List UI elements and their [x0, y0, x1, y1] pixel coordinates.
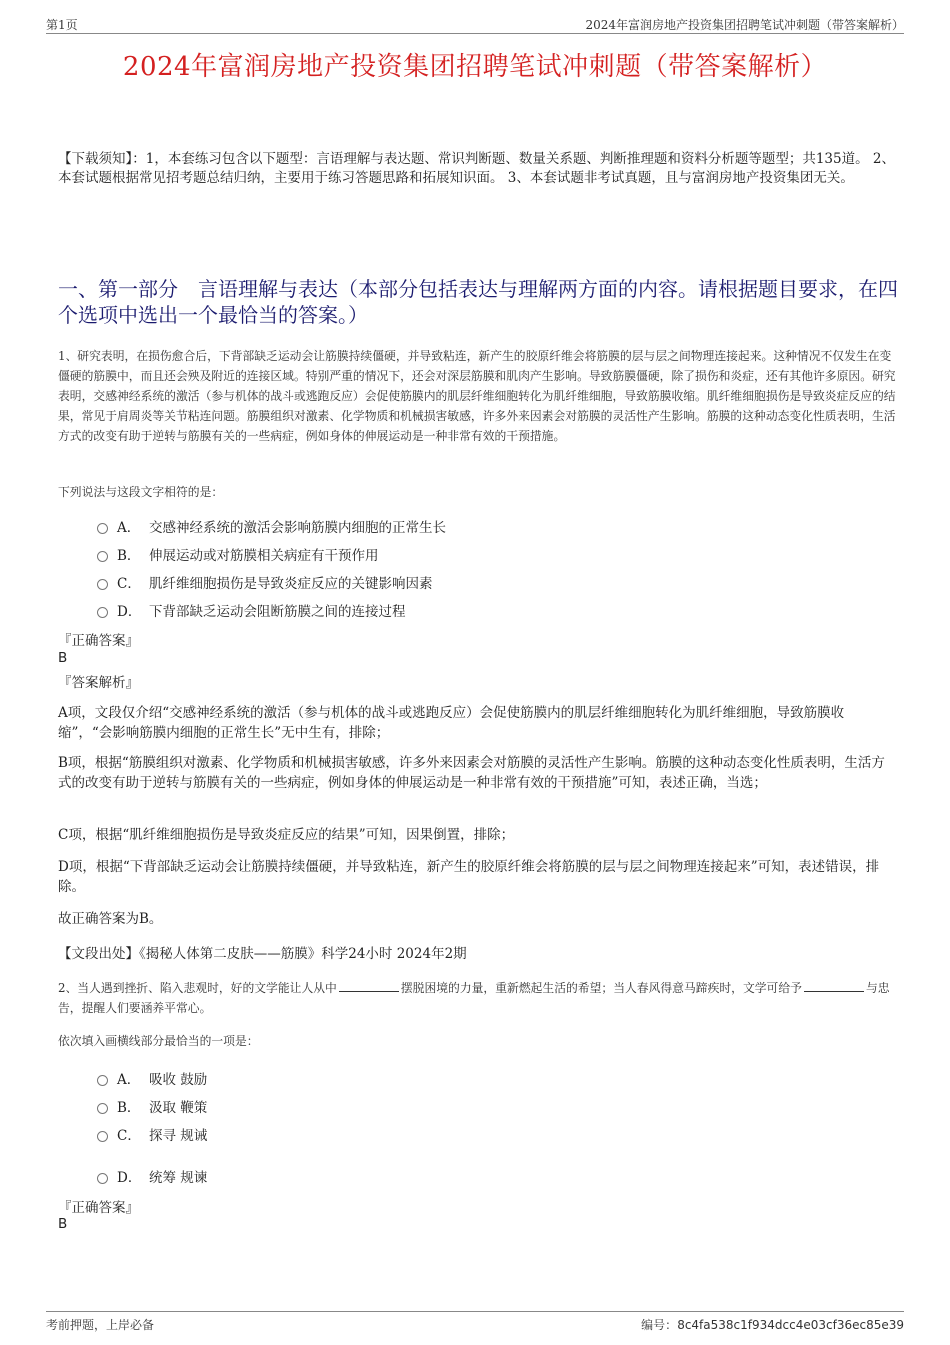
- question-1-prompt: 下列说法与这段文字相符的是：: [58, 485, 224, 499]
- question-1-text: 1、研究表明，在损伤愈合后，下背部缺乏运动会让筋膜持续僵硬，并导致粘连，新产生的胶原纤维会将筋膜的层与层之间物理连接起来。这种情况不仅发生在变僵硬的筋膜中，而且还会殃及附近的连接区域。特别严重的情况下，还会对深层筋膜和肌肉产生影响。导致筋膜僵硬，除了损伤和炎症，还有其他许多原因。研究表明，交感神经系统的激活（参与机体的战斗或逃跑反应）会促使筋膜内的肌层纤维细胞转化为肌纤维细胞，导致筋膜收缩。肌纤维细胞损伤是导致炎症反应的结果，常见于肩周炎等关节粘连问题。筋膜组织对激素、化学物质和机械损害敏感，许多外来因素会对筋膜的灵活性产生影响。筋膜的这种动态变化性质表明，生活方式的改变有助于逆转与筋膜有关的一些病症，例如身体的伸展运动是一种非常有效的干预措施。: [58, 349, 896, 443]
- analysis-option-b: B项，根据“筋膜组织对激素、化学物质和机械损害敏感，许多外来因素会对筋膜的灵活性产生影响。筋膜的这种动态变化性质表明，生活方式的改变有助于逆转与筋膜有关的一些病症，例如身体的伸展运动是一种非常有效的干预措施”可知，表述正确，当选；: [58, 755, 885, 791]
- question-2-option-a[interactable]: A． 吸收 鼓励: [97, 1068, 207, 1088]
- fill-blank: [339, 979, 399, 992]
- question-1-option-b[interactable]: B． 伸展运动或对筋膜相关病症有干预作用: [97, 544, 379, 564]
- footer-slogan: 考前押题，上岸必备: [46, 1318, 155, 1332]
- analysis-option-c: C项，根据“肌纤维细胞损伤是导致炎症反应的结果”可知，因果倒置，排除；: [58, 827, 515, 843]
- analysis-option-d: D项，根据“下背部缺乏运动会让筋膜持续僵硬，并导致粘连，新产生的胶原纤维会将筋膜的层与层之间物理连接起来”可知，表述错误，排除。: [58, 859, 880, 895]
- question-2-prompt: 依次填入画横线部分最恰当的一项是：: [58, 1034, 259, 1048]
- radio-icon[interactable]: [97, 551, 108, 562]
- radio-icon[interactable]: [97, 579, 108, 590]
- radio-icon[interactable]: [97, 1103, 108, 1114]
- header-divider: [46, 33, 904, 34]
- page-title: 2024年富润房地产投资集团招聘笔试冲刺题（带答案解析）: [122, 52, 828, 82]
- question-1-option-c[interactable]: C． 肌纤维细胞损伤是导致炎症反应的关键影响因素: [97, 572, 433, 592]
- radio-icon[interactable]: [97, 607, 108, 618]
- page-number: 第1页: [46, 18, 78, 32]
- question-2-option-d[interactable]: D． 统筹 规谏: [97, 1166, 207, 1186]
- question-1-option-a[interactable]: A． 交感神经系统的激活会影响筋膜内细胞的正常生长: [97, 516, 446, 536]
- correct-answer-label: 『正确答案』: [58, 633, 139, 649]
- radio-icon[interactable]: [97, 1131, 108, 1142]
- footer-divider: [46, 1311, 904, 1312]
- section-heading: 一、第一部分 言语理解与表达（本部分包括表达与理解两方面的内容。请根据题目要求，在四个选项中选出一个最恰当的答案。）: [58, 277, 898, 327]
- running-title: 2024年富润房地产投资集团招聘笔试冲刺题（带答案解析）: [585, 18, 904, 32]
- radio-icon[interactable]: [97, 1173, 108, 1184]
- correct-answer-label: 『正确答案』: [58, 1200, 139, 1216]
- correct-answer: B: [58, 650, 68, 666]
- analysis-conclusion: 故正确答案为B。: [58, 911, 163, 927]
- fill-blank: [804, 979, 864, 992]
- analysis-label: 『答案解析』: [58, 675, 139, 691]
- question-2-option-b[interactable]: B． 汲取 鞭策: [97, 1096, 207, 1116]
- document-code: 编号：8c4fa538c1f934dcc4e03cf36ec85e39: [641, 1318, 904, 1332]
- question-2-text: 2、当人遇到挫折、陷入悲观时，好的文学能让人从中 摆脱困境的力量，重新燃起生活的希望；当人春风得意马蹄疾时，文学可给予 与忠告，提醒人们要涵养平常心。: [58, 981, 890, 1015]
- analysis-option-a: A项，文段仅介绍“交感神经系统的激活（参与机体的战斗或逃跑反应）会促使筋膜内的肌层纤维细胞转化为肌纤维细胞，导致筋膜收缩”，“会影响筋膜内细胞的正常生长”无中生有，排除；: [58, 705, 845, 741]
- question-2-option-c[interactable]: C． 探寻 规诫: [97, 1124, 207, 1144]
- radio-icon[interactable]: [97, 523, 108, 534]
- download-notice: 【下载须知】：1，本套练习包含以下题型：言语理解与表达题、常识判断题、数量关系题、判断推理题和资料分析题等题型；共135道。 2、本套试题根据常见招考题总结归纳，主要用于练习答题思路和拓展知识面。 3、本套试题非考试真题，且与富润房地产投资集团无关。: [58, 151, 895, 186]
- correct-answer: B: [58, 1216, 68, 1232]
- radio-icon[interactable]: [97, 1075, 108, 1086]
- question-1-option-d[interactable]: D． 下背部缺乏运动会阻断筋膜之间的连接过程: [97, 600, 406, 620]
- text-source: 【文段出处】《揭秘人体第二皮肤——筋膜》科学24小时 2024年2期: [58, 946, 467, 962]
